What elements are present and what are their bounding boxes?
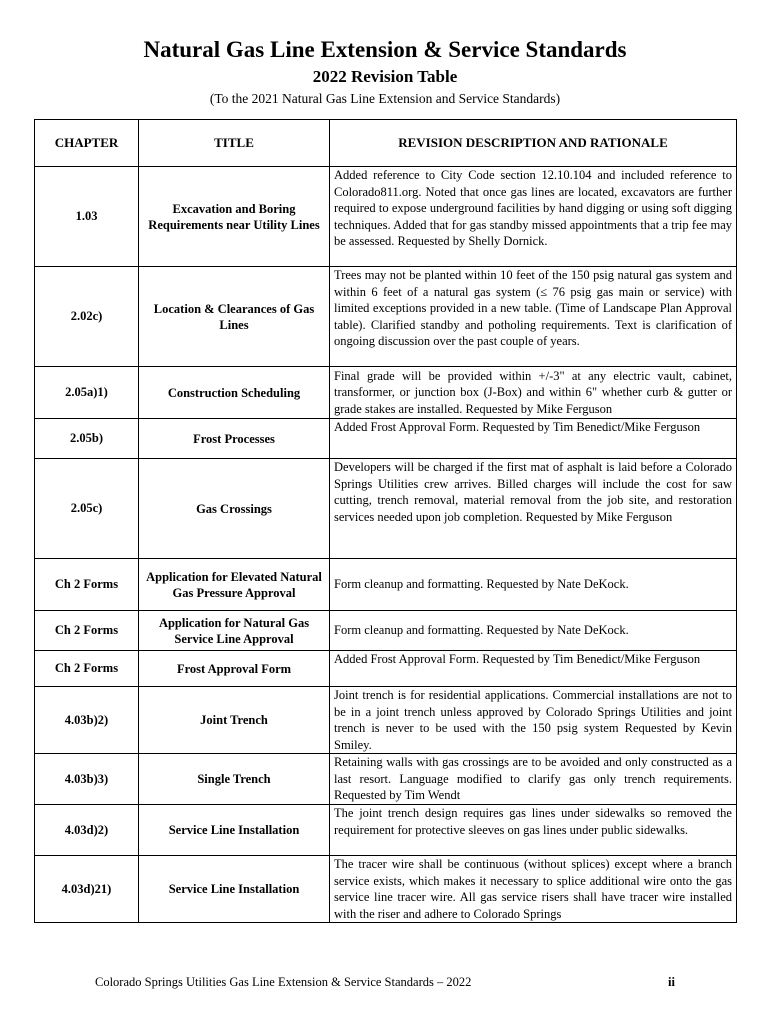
title-cell: Application for Natural Gas Service Line Approval (139, 611, 330, 651)
description-cell (330, 267, 737, 367)
chapter-cell: Ch 2 Forms (35, 651, 139, 687)
chapter-cell: 4.03b)3) (35, 754, 139, 805)
title-cell: Excavation and Boring Requirements near Utility Lines (139, 167, 330, 267)
table-row (35, 611, 737, 651)
description-text: Developers will be charged if the first mat of asphalt is laid before a Colorado Springs Utilities crew arrives. Billed charges will include the cost for saw cutting, trench removal, material removal from the job site, and restoration services needed upon job completion. Requested by Mike Ferguson (334, 460, 732, 524)
column-header-chapter: CHAPTER (35, 120, 139, 167)
table-row (35, 419, 737, 459)
revision-table (34, 119, 737, 923)
page-number: ii (668, 975, 675, 989)
description-text: Added reference to City Code section 12.10.104 and included reference to Colorado811.org. Noted that once gas lines are located, excavators are further required to expose underground facilities by hand digging or using soft digging techniques. Added that for gas standby missed appointments that a trip fee may be assessed. Requested by Shelly Dornick. (334, 168, 732, 248)
table-row (35, 687, 737, 754)
title-cell: Application for Elevated Natural Gas Pressure Approval (139, 559, 330, 611)
title-cell: Frost Processes (139, 419, 330, 459)
description-cell (330, 419, 737, 459)
description-text: The joint trench design requires gas lines under sidewalks so removed the requirement for protective sleeves on gas lines under public sidewalks. (334, 806, 732, 837)
description-cell (330, 805, 737, 856)
chapter-cell: 2.05a)1) (35, 367, 139, 419)
table-row (35, 651, 737, 687)
document-note: (To the 2021 Natural Gas Line Extension and Service Standards) (209, 91, 561, 106)
chapter-cell: 4.03d)21) (35, 856, 139, 923)
column-header-title: TITLE (139, 120, 330, 167)
table-row (35, 856, 737, 923)
description-cell (330, 754, 737, 805)
description-cell (330, 367, 737, 419)
description-cell (330, 459, 737, 559)
description-text: Retaining walls with gas crossings are to be avoided and only constructed as a last resort. Language modified to clarify gas only trench requirements. Requested by Tim Wendt (334, 755, 732, 802)
table-row (35, 267, 737, 367)
table-header-row (35, 120, 737, 167)
chapter-cell: 2.05c) (35, 459, 139, 559)
title-cell: Gas Crossings (139, 459, 330, 559)
chapter-cell: Ch 2 Forms (35, 611, 139, 651)
description-text: Form cleanup and formatting. Requested by Nate DeKock. (334, 577, 629, 592)
document-title: Natural Gas Line Extension & Service Standards (143, 37, 627, 62)
description-cell (330, 651, 737, 687)
description-cell (330, 687, 737, 754)
table-row (35, 167, 737, 267)
title-cell: Location & Clearances of Gas Lines (139, 267, 330, 367)
page-footer: Colorado Springs Utilities Gas Line Extension & Service Standards – 2022 (95, 975, 472, 989)
document-subtitle: 2022 Revision Table (312, 67, 458, 86)
description-cell (330, 167, 737, 267)
description-text: Trees may not be planted within 10 feet of the 150 psig natural gas system and within 6 feet of a natural gas system (≤ 76 psig gas main or service) with limited exceptions provided in a new table. (Time of Landscape Plan Approval table). Clarified standby and potholing requirements. Text is clarification of ongoing discussion over the past couple of years. (334, 268, 732, 348)
chapter-cell: 4.03d)2) (35, 805, 139, 856)
table-row (35, 367, 737, 419)
description-text: Added Frost Approval Form. Requested by Tim Benedict/Mike Ferguson (334, 652, 701, 666)
chapter-cell: 4.03b)2) (35, 687, 139, 754)
column-header-description: REVISION DESCRIPTION AND RATIONALE (330, 120, 737, 167)
chapter-cell: 2.05b) (35, 419, 139, 459)
table-row (35, 559, 737, 611)
description-cell (330, 559, 737, 611)
title-cell: Single Trench (139, 754, 330, 805)
description-cell (330, 856, 737, 923)
description-cell (330, 611, 737, 651)
title-cell: Construction Scheduling (139, 367, 330, 419)
description-text: The tracer wire shall be continuous (without splices) except where a branch service exists, which makes it necessary to splice additional wire onto the gas service line tracer wire. All gas service risers shall have tracer wire installed with the riser and adhere to Colorado Springs (334, 857, 732, 921)
table-row (35, 805, 737, 856)
table-row (35, 459, 737, 559)
title-cell: Service Line Installation (139, 805, 330, 856)
description-text: Final grade will be provided within +/-3" at any electric vault, cabinet, transformer, or junction box (J-Box) and within 6" whether curb & gutter or grade stakes are installed. Requested by Mike Ferguson (334, 368, 732, 416)
description-text: Added Frost Approval Form. Requested by Tim Benedict/Mike Ferguson (334, 420, 701, 434)
chapter-cell: 1.03 (35, 167, 139, 267)
title-cell: Service Line Installation (139, 856, 330, 923)
description-text: Joint trench is for residential applications. Commercial installations are not to be in a joint trench unless approved by Colorado Springs Utilities and joint trench is never to be used with the 150 psig system Requested by Kevin Smiley. (334, 688, 732, 752)
table-row (35, 754, 737, 805)
chapter-cell: 2.02c) (35, 267, 139, 367)
title-cell: Joint Trench (139, 687, 330, 754)
chapter-cell: Ch 2 Forms (35, 559, 139, 611)
description-text: Form cleanup and formatting. Requested by Nate DeKock. (334, 623, 629, 638)
title-cell: Frost Approval Form (139, 651, 330, 687)
